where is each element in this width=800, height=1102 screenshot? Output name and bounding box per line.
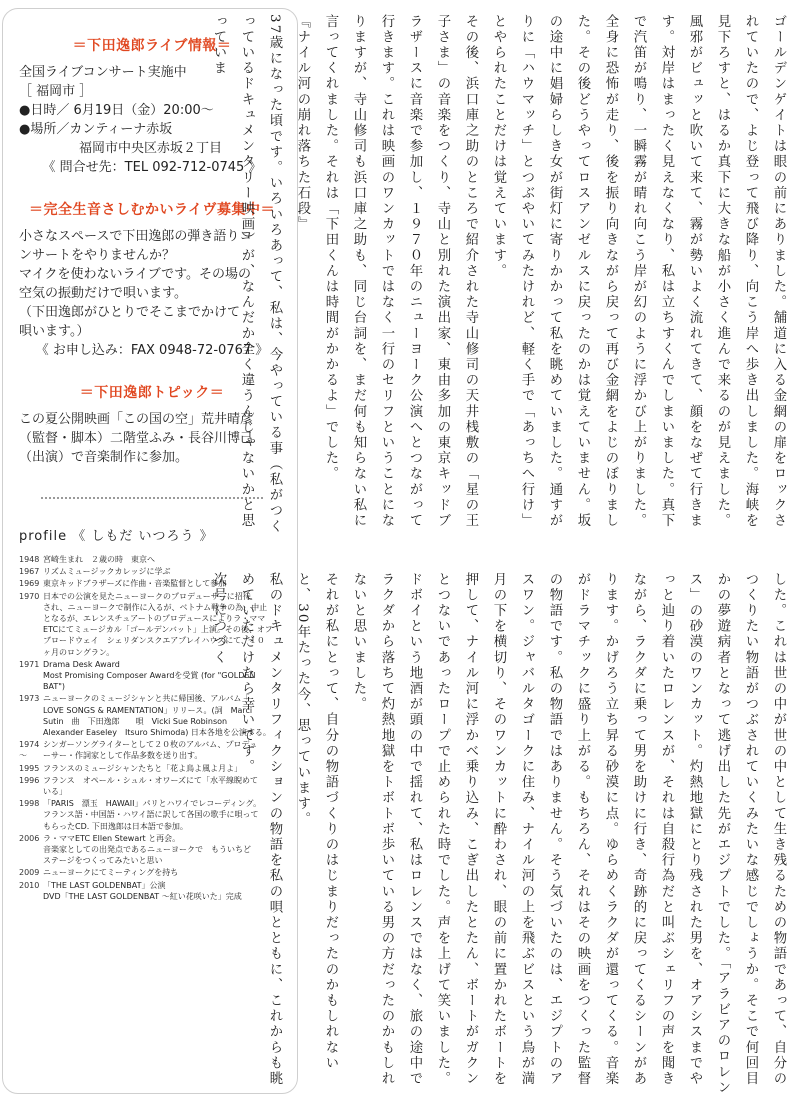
profile-text-line: ETCにてミュージカル「ゴールデンバット」上演。その後、オフ — [43, 625, 273, 635]
profile-text-line: 宮崎生まれ ２歳の時 東京へ — [43, 555, 155, 564]
profile-row — [19, 554, 285, 565]
topic-title: ＝下田逸郎トピック＝ — [79, 385, 225, 401]
profile-text-line: Sutin 曲 下田逸郎 唄 Vicki Sue Robinson — [43, 716, 228, 726]
profile-text-line: フランス語・中国語・ハワイ語に訳して各国の歌手に唄って — [43, 810, 259, 820]
live-info-line: ●場所／カンティーナ赤坂 — [19, 122, 173, 137]
article-upper-block — [211, 14, 792, 544]
recruit-line: マイクを使わないライブです。その場の — [19, 267, 252, 282]
live-info-title: ＝下田逸郎ライブ情報＝ — [72, 38, 232, 54]
profile-text-line: ニューヨークのミュージシャンと共に帰国後、アルバム「 — [43, 694, 250, 704]
profile-year: 1969 — [19, 579, 40, 589]
profile-text-line: リズムミュージックカレッジに学ぶ — [43, 567, 171, 577]
profile-text-line: LOVE SONGS & RAMENTATION」リリース。(詞 Marci — [43, 705, 253, 715]
profile-text-line: 「PARIS 漂玉 HAWAII」パリとハワイでレコーディング。 — [43, 799, 262, 809]
profile-text-line: フランスのミュージシャンたちと「花よ鳥よ風よ月よ」 — [43, 763, 243, 773]
topic-line: （出演）で音楽制作に参加。 — [19, 450, 189, 465]
live-info-line: ●日時／ 6月19日（金）20:00～ — [19, 103, 214, 118]
profile-text-line: もらったCD. 下田逸郎は日本語で参加。 — [43, 821, 188, 831]
profile-text-line: いる」 — [43, 787, 67, 797]
profile-year: 1998 — [19, 799, 40, 809]
article-paragraph: 私のドキュメンタリフィクションの物語を私の唄とともに、これからも眺めていただけたら幸いです。 — [239, 572, 282, 1087]
recruit-contact: 《 お申し込み：FAX 0948-72-0767 》 — [35, 343, 269, 358]
article-paragraph: それが私にとって、自分の物語づくりのはじまりだったのかもしれないと、30年たった今、思っています。 — [295, 572, 338, 1072]
profile-year: 1970 — [19, 591, 40, 601]
profile-year: 1995 — [19, 763, 40, 773]
profile-text-line: 「THE LAST GOLDENBAT」公演 — [43, 880, 166, 890]
profile-text-line: シンガーソングライターとして２０枚のアルバム、プロデュ — [43, 740, 258, 750]
profile-text-line: BAT") — [43, 682, 66, 692]
article-paragraph: 37歳になった頃です。いろいろあって、私は、今やっている事（私がつくっているドキュメンタリー映画）が、なんだか全く違うんじゃないかと思っていま — [211, 14, 282, 535]
profile-text-line: DVD「THE LAST GOLDENBAT ～紅い花咲いた」完成 — [43, 891, 242, 901]
live-info-address: 福岡市中央区赤坂２丁目 — [79, 141, 223, 156]
article-paragraph: ゴールデンゲイトは眼の前にありました。舗道に入る金網の扉をロックされていたので、よじ登って飛び降り、向こう岸へ歩き出しました。海峡を見下ろすと、はるか真下に大きな船が小さく進んで来るのが見えました。風邪がビュッと吹いて来て、霧が勢いよく流れてきて、顔をなぜて行きます。対岸はまったく見えなくなり、私は立ちすくんでしまいました。真下で汽笛が鳴り、一瞬霧が晴れ向こう岸が幻のように浮かび上がりました。全身に恐怖が走り、後を振り向きながら戻って再び金網をよじのぼりました。その後どうやってロスアンゼルスに戻ったのかは覚えていません。坂の途中に娼婦らしき女が街灯に寄りかかって私を眺めていました。通すがりに「ハウマッチ」とつぶやいてみたけれど、軽く手で「あっちへ行け」とやられたことだけは覚えています。 — [491, 14, 786, 529]
live-info-contact: 《 問合せ先：TEL 092-712-0745 》 — [42, 160, 262, 175]
topic-line: この夏公開映画「この国の空」荒井晴彦 — [19, 412, 254, 427]
profile-text-line: 東京キッドブラザーズに作曲・音楽監督として参加 — [43, 579, 227, 589]
profile-title: profile 《 しもだ いつろう 》 — [19, 529, 214, 544]
recruit-title: ＝完全生音さしむかいライヴ募集中＝ — [28, 202, 276, 218]
profile-text-line: ラ・ママETC Ellen Stewart と再会。 — [43, 833, 181, 843]
profile-year: 2006 — [19, 833, 40, 843]
article-paragraph: した。これは世の中が世の中として生き残るための物語であって、自分のつくりたい物語がつぶされていくみたいな感じでしょうか。そこで何回目かの夢遊病者となって逃げ出した先がエジプトでした。「アラビアのロレンス」の砂漠のワンカット。灼熱地獄にとり残された男を、オアシスまでやっと辿り着いたロレンスが、それは自殺行為だと叫ぶシェリフの声を聞きながら、ラクダに乗って男を助けに行き、奇跡的に戻ってくるシーンがあります。かげろう立ち昇る砂漠に点。ゆらめくラクダが還ってくる。音楽がドラマチックに盛り上がる。もちろん、それはその映画をつくった監督の物語です。私の物語ではありません。そう気づいたのは、エジプトのアスワン。ジャバルタゴークに住み、ナイル河の上を飛ぶビスという鳥が満月の下を横切り、そのワンカットに酔わされ、眼の前に置かれたボートを押して、ナイル河に浮かべ乗り込み、こぎ出したとたん、ボートがガクンとつないであったロープで止められた時でした。声を上げて笑いました。ドボイという地酒が頭の中で揺れて、私はロレンスではなく、旅の途中でラクダから落ちて灼熱地獄をトボトボ歩いている男の方だったのかもしれないと思いました。 — [351, 572, 786, 1096]
recruit-line: 小さなスペースで下田逸郎の弾き語りコ — [19, 229, 253, 244]
recruit-line: 空気の振動だけで唄います。 — [19, 286, 187, 301]
profile-year: 1967 — [19, 567, 40, 577]
profile-text-line: Alexander Easeley Itsuro Shimoda) 日本各地を公演する。 — [43, 728, 271, 738]
live-info-line: 全国ライブコンサート実施中 — [19, 65, 187, 80]
profile-text-line: ーサー・作詞家として作品多数を送り出す。 — [43, 751, 203, 761]
recruit-line: ンサートをやりませんか？ — [19, 248, 176, 263]
profile-text-line: され、ニューヨークで制作に入るが、ベトナム戦争の為、中止 — [43, 602, 268, 612]
profile-text-line: ヶ月のロングラン。 — [43, 647, 115, 657]
profile-text-line: Most Promising Composer Awardを受賞 (for "GOLDEN — [43, 671, 256, 681]
profile-text — [43, 554, 285, 565]
article-footer: 次号につづく — [211, 572, 226, 666]
profile-year: 1971 — [19, 659, 40, 669]
profile-year: 1996 — [19, 775, 40, 785]
profile-text-line: ニューヨークにてミーティングを持ち — [43, 868, 179, 878]
topic-line: （監督・脚本）二階堂ふみ・長谷川博己 — [19, 431, 254, 446]
profile-text-line: ブロードウェイ シェリダンスクエアプレイハウスにて、１０ — [43, 636, 265, 646]
profile-year: 2009 — [19, 868, 40, 878]
live-info-line: ［ 福岡市 ］ — [19, 84, 93, 99]
profile-text-line: フランス オペール・シュル・オワーズにて「水平線睨めて — [43, 775, 259, 785]
profile-year: 1973 — [19, 694, 40, 704]
profile-year: 1974～ — [19, 740, 40, 761]
profile-text-line: 日本での公演を見たニューヨークのプロデューサーに招待 — [43, 591, 251, 601]
profile-text-line: となるが、エレンスチュアートのプロデュースによりラ・ママ — [43, 614, 266, 624]
profile-year: 1948 — [19, 555, 40, 564]
profile-text-line: Drama Desk Award — [43, 659, 120, 669]
profile-text-line: 音楽家としての出発点であるニューヨークで もういちど — [43, 845, 251, 855]
recruit-line: （下田逸郎がひとりでそこまでかけて — [19, 305, 241, 320]
article-heading: 『ナイル河の崩れ落ちた石段』 — [295, 14, 310, 233]
profile-text-line: ステージをつくってみたいと思い — [43, 856, 163, 866]
article-lower-block — [211, 572, 792, 1102]
article-paragraph: その後、浜口庫之助のところで紹介された寺山修司の天井桟敷の「星の王子さま」の音楽をつくり、寺山と別れた演出家、東由多加の東京キッドブラザースに音楽で参加し、１９７０年のニューヨーク公演へとつながって行きます。これは映画のワンカットではなく一行のセリフということになりますが、寺山修司も浜口庫之助も、同じ台詞を、まだ何も知らない私に言ってくれました。それは「下田くんは時間がかかるよ」でした。 — [323, 14, 478, 529]
profile-year: 2010 — [19, 880, 40, 890]
recruit-line: 唄います。） — [19, 324, 90, 339]
